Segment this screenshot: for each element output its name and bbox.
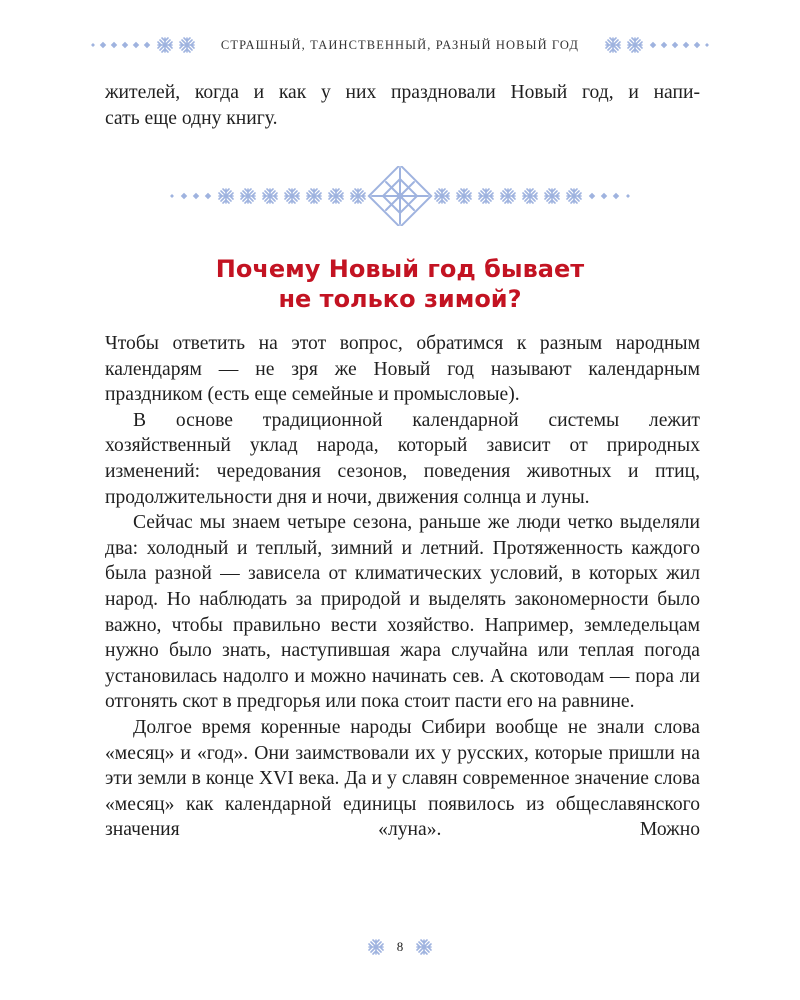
heading-line: не только зимой? <box>278 285 522 313</box>
paragraph: Чтобы ответить на этот вопрос, обратимся к разным народным календарям — не зря же Новый год называют календарным праздником (есть еще семейные и промысловые). <box>105 333 700 406</box>
running-title: СТРАШНЫЙ, ТАИНСТВЕННЫЙ, РАЗНЫЙ НОВЫЙ ГОД <box>220 37 580 52</box>
paragraph: Сейчас мы знаем четыре сезона, раньше же люди четко выделяли два: холодный и теплый, зимний и летний. Протяженность каждого была разной — зависела от климатических условий, в которых жил народ. Но наблюдать за природой и выделять закономерности было важно, чтобы правильно вести хозяйство. Например, земледельцам нужно было знать, наступившая жара случайна или теплая погода установилась надолго и можно начинать сев. А скотоводам — пора ли отгонять скот в предгорья или пока стоит пасти его на равнине. <box>105 512 700 713</box>
page-footer <box>0 932 800 962</box>
section-heading <box>0 254 800 314</box>
ornamental-divider-icon <box>160 166 640 226</box>
continued-paragraph <box>105 80 700 131</box>
snowflake-ornament-right-icon <box>593 30 713 60</box>
running-header <box>0 30 800 60</box>
paragraph: В основе традиционной календарной системы лежит хозяйственный уклад народа, который зависит от природных изменений: чередования сезонов, поведения животных и птиц, продолжительности дня и ночи, движения солнца и луны. <box>105 409 700 508</box>
body-text <box>105 331 700 843</box>
paragraph: Долгое время коренные народы Сибири вообще не знали слова «месяц» и «год». Они заимствовали их у русских, которые пришли на эти земли в конце XVI века. Да и у славян современное значение слова «месяц» как календарной единицы появилось из общеславянского значения «луна». Можно <box>105 716 700 841</box>
text-line: жителей, когда и как у них праздновали Новый год, и напи- <box>105 82 700 103</box>
heading-line: Почему Новый год бывает <box>215 255 585 283</box>
snowflake-icon <box>367 938 385 956</box>
text-line: сать еще одну книгу. <box>105 107 278 129</box>
snowflake-ornament-left-icon <box>87 30 207 60</box>
snowflake-icon <box>415 938 433 956</box>
page-number: 8 <box>396 939 404 954</box>
